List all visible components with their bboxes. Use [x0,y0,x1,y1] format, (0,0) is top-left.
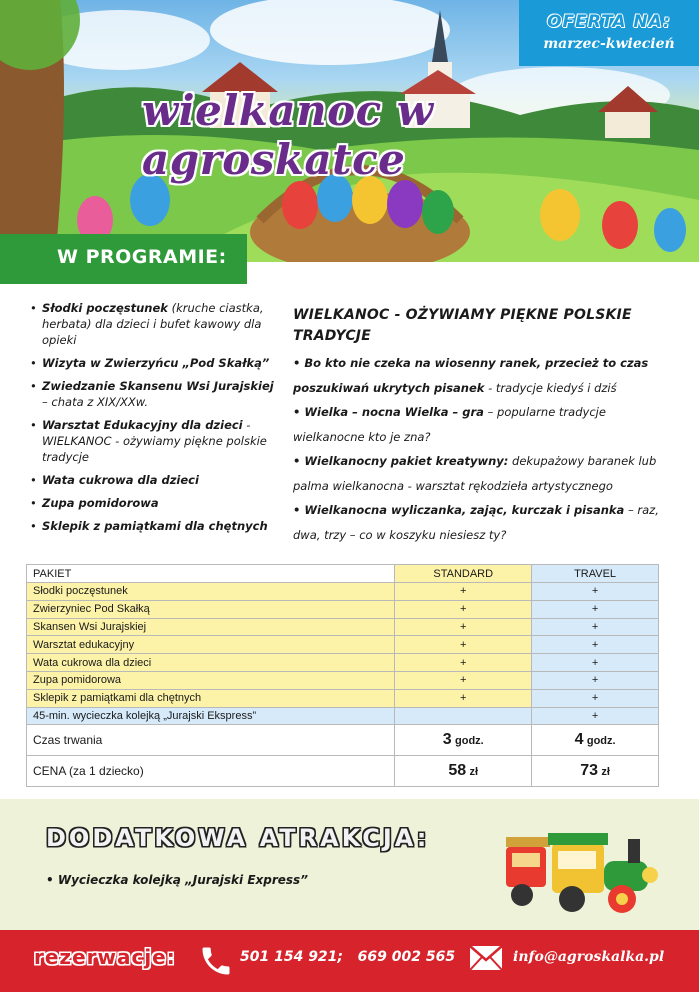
list-item: • Słodki poczęstunek (kruche ciastka, herbata) dla dzieci i bufet kawowy dla opieki [30,300,275,348]
table-row: 45-min. wycieczka kolejką „Jurajski Ekspress” + [27,707,659,725]
table-row: Sklepik z pamiątkami dla chętnych + + [27,689,659,707]
table-row: Zwierzyniec Pod Skałką + + [27,600,659,618]
extra-attraction-title: DODATKOWA ATRAKCJA: [46,824,430,852]
col-header-package: PAKIET [27,565,395,583]
package-table [26,564,659,787]
table-row: Zupa pomidorowa + + [27,671,659,689]
list-item: • Sklepik z pamiątkami dla chętnych [30,518,275,534]
tradition-paragraph: • Bo kto nie czeka na wiosenny ranek, przecież to czas poszukiwań ukrytych pisanek - tradycje kiedyś i dziś • Wielka – nocna Wielka – gra – popularne tradycje wielkanocne kto je zna? • Wielkanocny pakiet kreatywny: dekupażowy baranek lub palma wielkanocna - warsztat rękodzieła artystycznego • Wielkanocna wyliczanka, zając, kurczak i pisanka – raz, dwa, trzy – co w koszyku niesiesz ty? [293,356,659,542]
offer-title: OFERTA NA: [547,12,671,32]
reservation-label: rezerwacje: [34,945,176,969]
phone-1[interactable]: 501 154 921; [240,949,344,965]
price-row: CENA (za 1 dziecko) 58 zł 73 zł [27,756,659,787]
extra-attraction-item: • Wycieczka kolejką „Jurajski Express” [46,873,308,887]
table-row: Skansen Wsi Jurajskiej + + [27,618,659,636]
table-row: Wata cukrowa dla dzieci + + [27,654,659,672]
table-row: Słodki poczęstunek + + [27,583,659,601]
duration-row: Czas trwania 3 godz. 4 godz. [27,725,659,756]
hero-banner [0,0,699,262]
phone-numbers [240,949,455,965]
hero-title: wielkanoc w agroskatce [142,86,434,184]
offer-badge [519,0,699,66]
phone-icon [198,943,234,979]
list-item: • Wizyta w Zwierzyńcu „Pod Skałką” [30,355,275,371]
list-item: • Zwiedzanie Skansenu Wsi Jurajskiej – chata z XIX/XXw. [30,378,275,410]
table-header-row [27,565,659,583]
offer-period: marzec-kwiecień [543,36,675,52]
col-header-travel: TRAVEL [532,565,659,583]
list-item: • Zupa pomidorowa [30,495,275,511]
list-item: • Wata cukrowa dla dzieci [30,472,275,488]
tradition-heading: WIELKANOC - OŻYWIAMY PIĘKNE POLSKIE TRADYCJE [293,307,632,344]
email-link[interactable]: info@agroskalka.pl [513,949,665,965]
footer-bar [0,930,699,992]
col-header-standard: STANDARD [395,565,532,583]
list-item: • Warsztat Edukacyjny dla dzieci - WIELKANOC - ożywiamy piękne polskie tradycje [30,417,275,465]
tradition-section [293,305,663,547]
table-row: Warsztat edukacyjny + + [27,636,659,654]
extra-attraction-section [0,799,699,930]
program-banner [0,234,247,284]
phone-2[interactable]: 669 002 565 [357,949,456,965]
program-list [30,300,275,541]
program-banner-label: W PROGRAMIE: [57,246,227,268]
mail-icon [469,945,503,971]
train-icon [500,813,665,923]
